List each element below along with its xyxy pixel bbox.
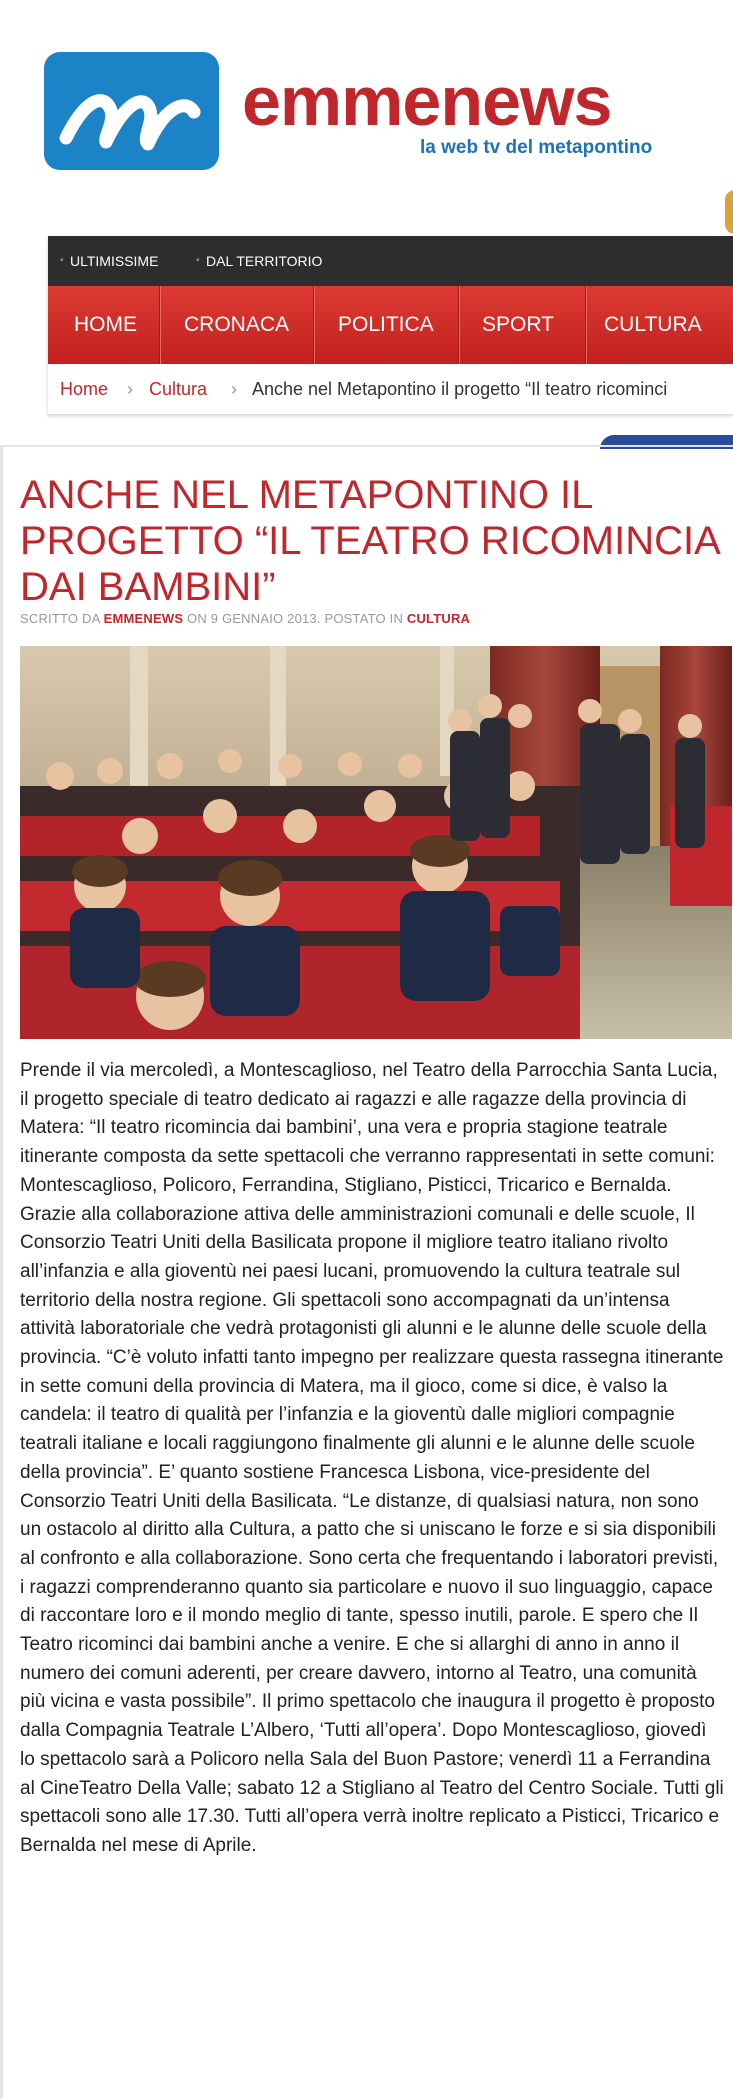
breadcrumb-home[interactable]: Home [60, 379, 109, 399]
bullet-icon: ▪ [60, 255, 64, 266]
nav-item-home[interactable]: HOME [74, 313, 137, 336]
article-photo [20, 646, 732, 1039]
chevron-right-icon: › [231, 379, 237, 399]
breadcrumb-current: Anche nel Metapontino il progetto “Il teatro ricominci [252, 379, 668, 399]
site-header [0, 0, 733, 445]
corner-decoration [725, 190, 733, 234]
breadcrumb-cultura[interactable]: Cultura [149, 379, 208, 399]
article-title: ANCHE NEL METAPONTINO IL PROGETTO “IL TEATRO RICOMINCIA DAI BAMBINI” [20, 473, 719, 609]
navigation [48, 236, 733, 414]
menu-divider [313, 286, 314, 364]
site-tagline: la web tv del metapontino [420, 137, 653, 158]
topbar-item-dal-territorio[interactable]: DAL TERRITORIO [206, 253, 323, 269]
main-menu [48, 286, 733, 364]
article-body: Prende il via mercoledì, a Montescaglioso, nel Teatro della Parrocchia Santa Lucia, il progetto speciale di teatro dedicato ai ragazzi e alle ragazze della provincia di Matera: “Il teatro ricomincia dai bambini’, una vera e propria stagione teatrale itinerante composta da sette spettacoli che verranno rappresentati in sette comuni: Montescaglioso, Policoro, Ferrandina, Stigliano, Pisticci, Tricarico e Bernalda. Grazie alla collaborazione attiva delle amministrazioni comunali e delle scuole, Il Consorzio Teatri Uniti della Basilicata propone il migliore teatro italiano rivolto all’infanzia e alla gioventù nei paesi lucani, promuovendo la cultura teatrale sul territorio della nostra regione. Gli spettacoli sono accompagnati da un’intensa attività laboratoriale che vedrà protagonisti gli alunni e le alunne delle scuole della provincia. “C’è voluto infatti tanto impegno per realizzare questa rassegna itinerante in sette comuni della provincia di Matera, ma il gioco, come si dice, è valso la candela: il teatro di qualità per l’infanzia e la gioventù dalle migliori compagnie teatrali italiane e locali raggiungono finalmente gli alunni e le alunne delle scuole della provincia”. E’ quanto sostiene Francesca Lisbona, vice-presidente del Consorzio Teatri Uniti della Basilicata. “Le distanze, di qualsiasi natura, non sono un ostacolo al diritto alla Cultura, a patto che si uniscano le forze e si sia disponibili al confronto e alla collaborazione. Sono certa che frequentando i laboratori previsti, i ragazzi comprenderanno quanto sia particolare e nuovo il suo linguaggio, capace di raccontare loro e il mondo meglio di tante, spesso inutili, parole. E spero che Il Teatro ricominci dai bambini anche a venire. E che si allarghi di anno in anno il numero dei comuni aderenti, per creare davvero, intorno al Teatro, una comunità più vicina e vasta possibile”. Il primo spettacolo che inaugura il progetto è proposto dalla Compagnia Teatrale L’Albero, ‘Tutti all’opera’. Dopo Montescaglioso, giovedì lo spettacolo sarà a Policoro nella Sala del Buon Pastore; venerdì 11 a Ferrandina al CineTeatro Della Valle; sabato 12 a Stigliano al Teatro del Centro Sociale. Tutti gli spettacoli sono alle 17.30. Tutti all’opera verrà inoltre replicato a Pisticci, Tricarico e Bernalda nel mese di Aprile. [20, 1060, 724, 1856]
nav-item-cronaca[interactable]: CRONACA [184, 313, 290, 336]
meta-date: ON 9 GENNAIO 2013. POSTATO IN [187, 611, 404, 626]
site-brand-name: emmenews [242, 62, 612, 140]
menu-divider [585, 286, 586, 364]
breadcrumb [48, 364, 733, 415]
meta-prefix: SCRITTO DA [20, 611, 100, 626]
logo-m-mark [44, 52, 219, 170]
nav-item-politica[interactable]: POLITICA [338, 313, 434, 336]
meta-author[interactable]: EMMENEWS [103, 611, 184, 626]
menu-divider [458, 286, 459, 364]
bullet-icon: ▪ [196, 255, 200, 266]
article-meta [20, 611, 470, 626]
topbar-item-ultimissime[interactable]: ULTIMISSIME [70, 253, 159, 269]
top-bar [48, 236, 733, 286]
nav-item-cultura[interactable]: CULTURA [604, 313, 702, 336]
chevron-right-icon: › [127, 379, 133, 399]
nav-item-sport[interactable]: SPORT [482, 313, 554, 336]
header-separator [0, 445, 733, 447]
menu-divider [159, 286, 160, 364]
site-logo[interactable] [44, 52, 219, 170]
meta-category[interactable]: CULTURA [406, 611, 471, 626]
